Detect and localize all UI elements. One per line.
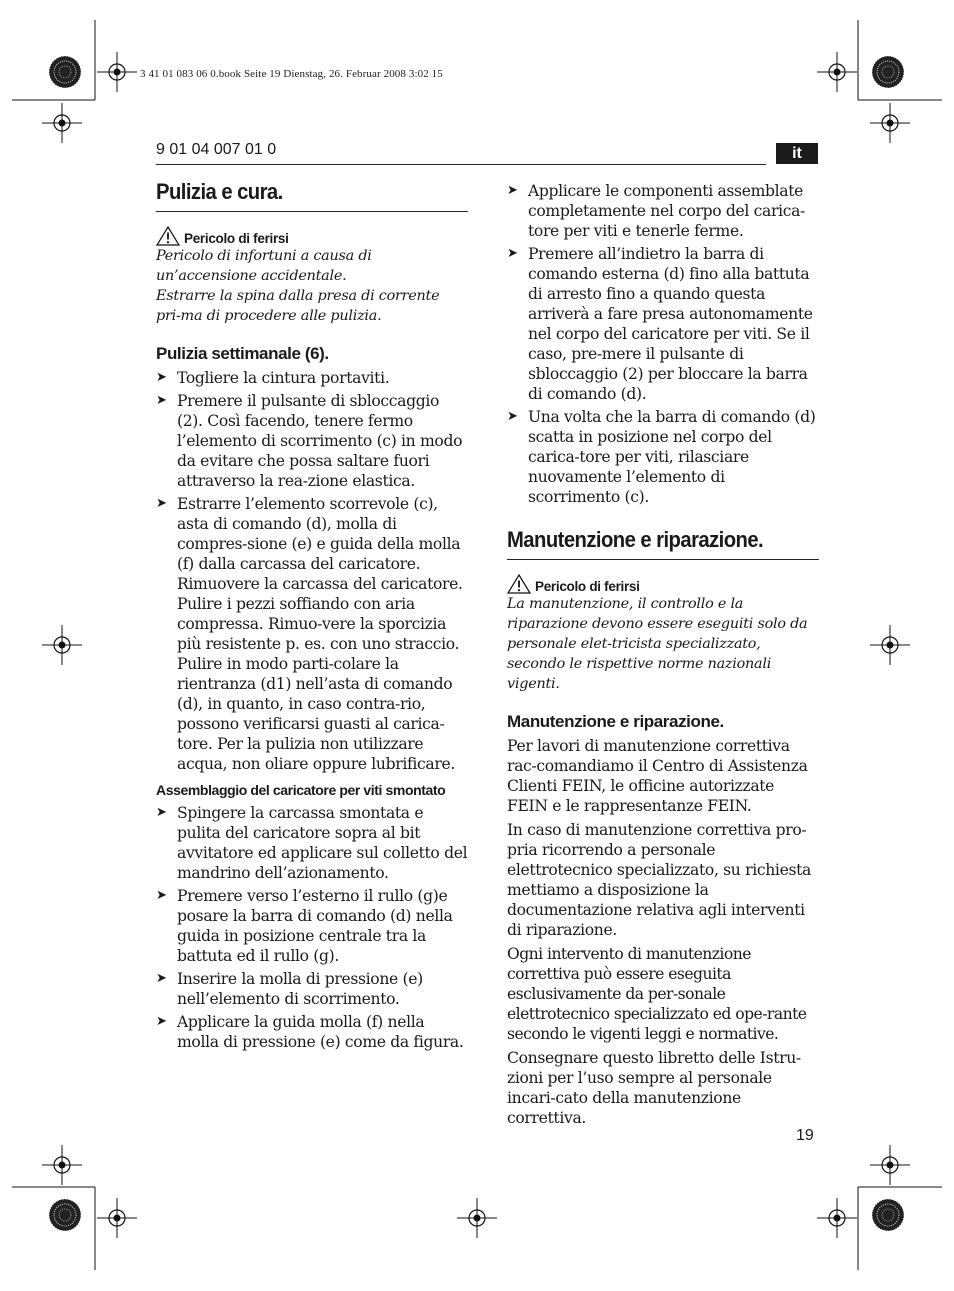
header-rule (156, 164, 766, 165)
list-item: ➤ Premere all’indietro la barra di comando esterna (d) fino alla battuta di arresto fino a quando questa arriverà a fare presa autonomamente nel corpo del caricatore per viti. Se il caso, pre-mere il pulsante di sbloccaggio (2) per bloccare la barra di comando (d). (507, 245, 813, 403)
arrowhead-icon: ➤ (507, 183, 518, 198)
list-item: ➤ Premere verso l’esterno il rullo (g)e posare la barra di comando (d) nella guida in posizione centrale tra la battuta ed il rullo (g). (156, 887, 453, 965)
subsection-title-assembly: Assemblaggio del caricatore per viti smontato (156, 782, 446, 798)
arrowhead-icon: ➤ (156, 971, 167, 986)
list-item: ➤ Togliere la cintura portaviti. (156, 369, 390, 387)
left-column (156, 177, 468, 1055)
paragraph: In caso di manutenzione correttiva pro-pria ricorrendo a personale elettrotecnico specializzato, su richiesta mettiamo a disposizione la documentazione relativa agli interventi di riparazione. (507, 821, 811, 939)
arrowhead-icon: ➤ (156, 496, 167, 511)
list-item: ➤ Premere il pulsante di sbloccaggio (2). Così facendo, tenere fermo l’elemento di scorrimento (c) in modo da evitare che possa saltare fuori attraverso la rea-zione elastica. (156, 392, 463, 490)
list-item: ➤ Estrarre l’elemento scorrevole (c), asta di comando (d), molla di compres-sione (e) e guida della molla (f) dalla carcassa del caricatore. Rimuovere la carcassa del caricatore. Pulire i pezzi soffiando con aria compressa. Rimuo-vere la sporcizia più resistente p. es. con uno straccio. Pulire in modo parti-colare la rientranza (d1) nell’asta di comando (d), in quanto, in caso contra-rio, possono verificarsi guasti al carica-tore. Per la pulizia non utilizzare acqua, non oliare oppure lubrificare. (156, 495, 463, 773)
right-column (507, 181, 819, 1132)
paragraph: Per lavori di manutenzione correttiva rac-comandiamo il Centro di Assistenza Clienti FEIN, le officine autorizzate FEIN e le rappresentanze FEIN. (507, 737, 808, 815)
warning-triangle-icon (156, 226, 180, 246)
arrowhead-icon: ➤ (156, 393, 167, 408)
arrowhead-icon: ➤ (156, 1014, 167, 1029)
warning-text: Pericolo di infortuni a causa di un’accensione accidentale. (156, 248, 372, 284)
warning-heading-text: Pericolo di ferirsi (184, 231, 289, 246)
print-slug: 3 41 01 083 06 0.book Seite 19 Dienstag, 26. Februar 2008 3:02 15 (140, 68, 443, 80)
assembly-list-continued (507, 181, 819, 507)
subsection-title-weekly: Pulizia settimanale (6). (156, 344, 329, 363)
warning-heading-text: Pericolo di ferirsi (535, 579, 640, 594)
arrowhead-icon: ➤ (156, 888, 167, 903)
page-number: 19 (796, 1127, 814, 1144)
subsection-title-maintenance: Manutenzione e riparazione. (507, 712, 724, 731)
document-number: 9 01 04 007 01 0 (156, 141, 277, 158)
list-item: ➤ Una volta che la barra di comando (d) scatta in posizione nel corpo del carica-tore per viti, rilasciare nuovamente l’elemento di scorrimento (c). (507, 408, 816, 506)
assembly-list (156, 803, 468, 1052)
arrowhead-icon: ➤ (507, 246, 518, 261)
arrowhead-icon: ➤ (156, 805, 167, 820)
arrowhead-icon: ➤ (156, 370, 167, 385)
arrowhead-icon: ➤ (507, 409, 518, 424)
warning-triangle-icon (507, 574, 531, 594)
list-item: ➤ Inserire la molla di pressione (e) nell’elemento di scorrimento. (156, 970, 423, 1008)
list-item: ➤ Applicare la guida molla (f) nella molla di pressione (e) come da figura. (156, 1013, 464, 1051)
warning-text: La manutenzione, il controllo e la riparazione devono essere eseguiti solo da personale elet-tricista specializzato, secondo le rispettive norme nazionali vigenti. (507, 596, 808, 692)
section-title-cleaning: Pulizia e cura. (156, 177, 468, 212)
list-item: ➤ Spingere la carcassa smontata e pulita del caricatore sopra al bit avvitatore ed applicare sul colletto del mandrino dell’azionamento. (156, 804, 468, 882)
paragraph: Ogni intervento di manutenzione correttiva può essere eseguita esclusivamente da per-sonale elettrotecnico specializzato ed ope-rante secondo le vigenti leggi e normative. (507, 945, 807, 1043)
warning-heading (507, 574, 819, 594)
warning-text: Estrarre la spina dalla presa di corrente pri-ma di procedere alle pulizia. (156, 288, 440, 324)
language-badge: it (776, 143, 818, 164)
list-item: ➤ Applicare le componenti assemblate completamente nel corpo del carica-tore per viti e tenerle ferme. (507, 182, 805, 240)
warning-heading (156, 226, 468, 246)
weekly-cleaning-list (156, 368, 468, 774)
section-title-maintenance: Manutenzione e riparazione. (507, 525, 819, 560)
paragraph: Consegnare questo libretto delle Istru-zioni per l’uso sempre al personale incari-cato della manutenzione correttiva. (507, 1049, 801, 1127)
